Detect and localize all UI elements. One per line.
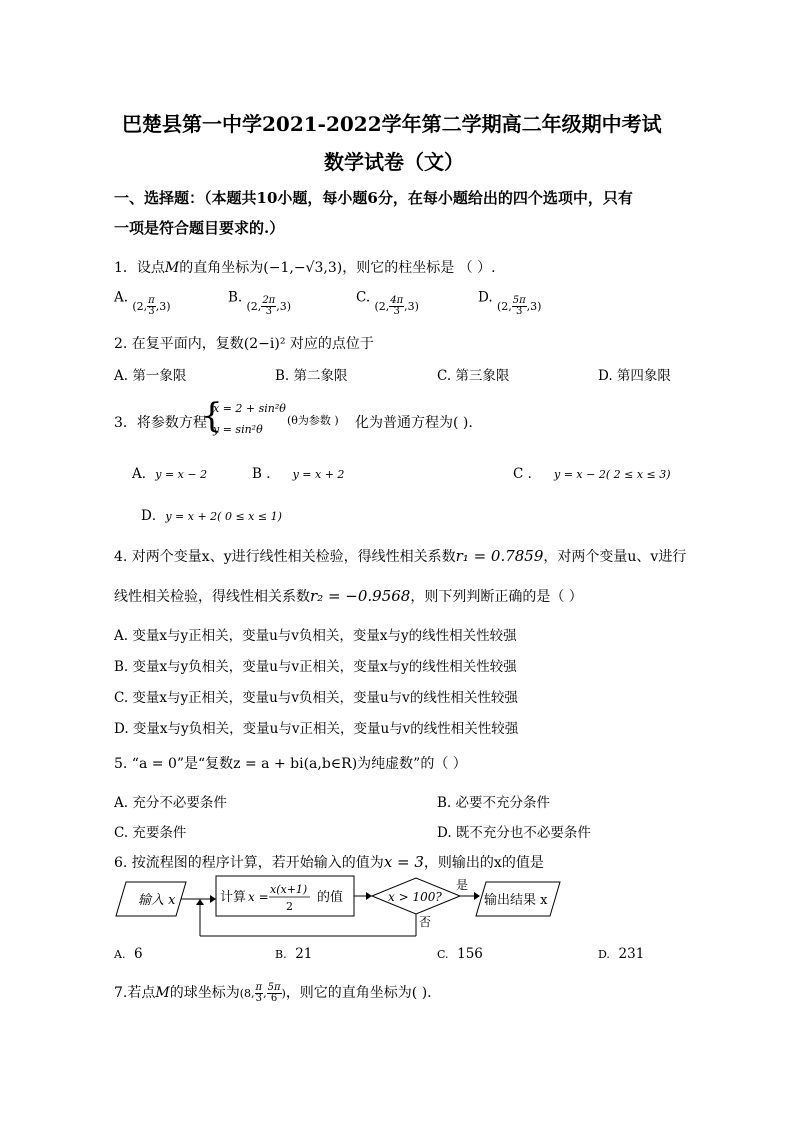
q3-option-b: B ． y = x + 2	[252, 466, 345, 482]
flow-condition-label: x > 100?	[388, 890, 442, 904]
q4-option-c: C. 变量x与y正相关，变量u与v负相关，变量u与v的线性相关性较强	[114, 690, 518, 706]
question-7: 7.若点M的球坐标为(8, $\frac{\pi}{3}$ , $\frac{5\pi}{6}$ )，则它的直角坐标为( ).	[114, 981, 432, 1004]
flow-calc-suffix: 的值	[317, 890, 344, 905]
flow-input-label: 输入 x	[138, 893, 176, 908]
q5-option-a: A. 充分不必要条件	[114, 795, 227, 811]
question-4-line2: 线性相关检验，得线性相关系数r₂ = −0.9568，则下列判断正确的是（ ）	[114, 587, 583, 605]
question-5: 5. “a = 0”是“复数z = a + bi(a,b∈R)为纯虚数”的（ ）	[114, 756, 467, 772]
param-note: (θ为参数 )	[287, 414, 339, 427]
q3-option-c: C ． y = x − 2( 2 ≤ x ≤ 3)	[513, 466, 671, 482]
q2-option-d: D. 第四象限	[598, 368, 671, 384]
param-eq-1: x = 2 + sin²θ	[213, 402, 286, 415]
q1-option-a: A. $_{(2, \frac{\pi}{3} ,3)}$	[114, 289, 171, 317]
q2-option-a: A. 第一象限	[114, 368, 187, 384]
q5-option-b: B. 必要不充分条件	[437, 795, 551, 811]
flow-calc-prefix: 计算	[220, 890, 247, 905]
flowchart	[114, 872, 574, 940]
q6-option-d: D. 231	[598, 946, 645, 962]
q6-option-b: B. 21	[275, 946, 313, 962]
system-brace: {	[201, 396, 223, 436]
exam-title: 巴楚县第一中学2021-2022学年第二学期高二年级期中考试	[122, 112, 662, 136]
param-eq-2: y = sin²θ	[213, 423, 263, 436]
q4-option-a: A. 变量x与y正相关，变量u与v负相关，变量x与y的线性相关性较强	[114, 628, 517, 644]
q5-option-d: D. 既不充分也不必要条件	[437, 825, 591, 841]
q1-option-d: D. $_{(2, \frac{5\pi}{3} ,3)}$	[478, 289, 542, 317]
flow-yes-label: 是	[456, 878, 469, 892]
q1-option-c: C. $_{(2, \frac{4\pi}{3} ,3)}$	[356, 289, 419, 317]
question-3-prefix: 3．将参数方程	[114, 415, 207, 431]
q3-option-a: A．y = x − 2	[132, 466, 208, 482]
q3-option-d: D．y = x + 2( 0 ≤ x ≤ 1)	[141, 508, 282, 524]
flow-calc-denominator: 2	[286, 900, 293, 913]
flow-output-label: 输出结果 x	[484, 893, 548, 908]
q1-option-b: B. $_{(2, \frac{2\pi}{3} ,3)}$	[228, 289, 292, 317]
q4-option-b: B. 变量x与y负相关，变量u与v正相关，变量x与y的线性相关性较强	[114, 659, 517, 675]
q6-option-c: C. 156	[437, 946, 483, 962]
q4-option-d: D. 变量x与y负相关，变量u与v正相关，变量u与v的线性相关性较强	[114, 721, 519, 737]
q2-option-c: C. 第三象限	[437, 368, 510, 384]
flow-calc-x: x =	[248, 890, 269, 904]
section-heading-line2: 一项是符合题目要求的.）	[114, 219, 285, 237]
q6-option-a: A. 6	[114, 946, 143, 962]
q5-option-c: C. 充要条件	[114, 825, 187, 841]
question-2: 2. 在复平面内，复数(2−i)² 对应的点位于	[114, 336, 374, 352]
section-heading-line1: 一、选择题：（本题共10小题，每小题6分，在每小题给出的四个选项中，只有	[114, 189, 633, 207]
flow-calc-numerator: x(x+1)	[270, 883, 308, 896]
question-4-line1: 4. 对两个变量x、y进行线性相关检验，得线性相关系数r₁ = 0.7859，对两个变量u、v进行	[114, 547, 687, 565]
flow-no-label: 否	[419, 915, 432, 929]
question-3-suffix: 化为普通方程为( ).	[355, 415, 473, 431]
exam-subtitle: 数学试卷（文）	[324, 150, 464, 174]
question-6: 6. 按流程图的程序计算，若开始输入的值为x = 3，则输出的x的值是	[114, 853, 544, 871]
q2-option-b: B. 第二象限	[275, 368, 348, 384]
question-1: 1．设点M的直角坐标为(−1,−√3,3)，则它的柱坐标是 （ ）.	[114, 260, 496, 276]
